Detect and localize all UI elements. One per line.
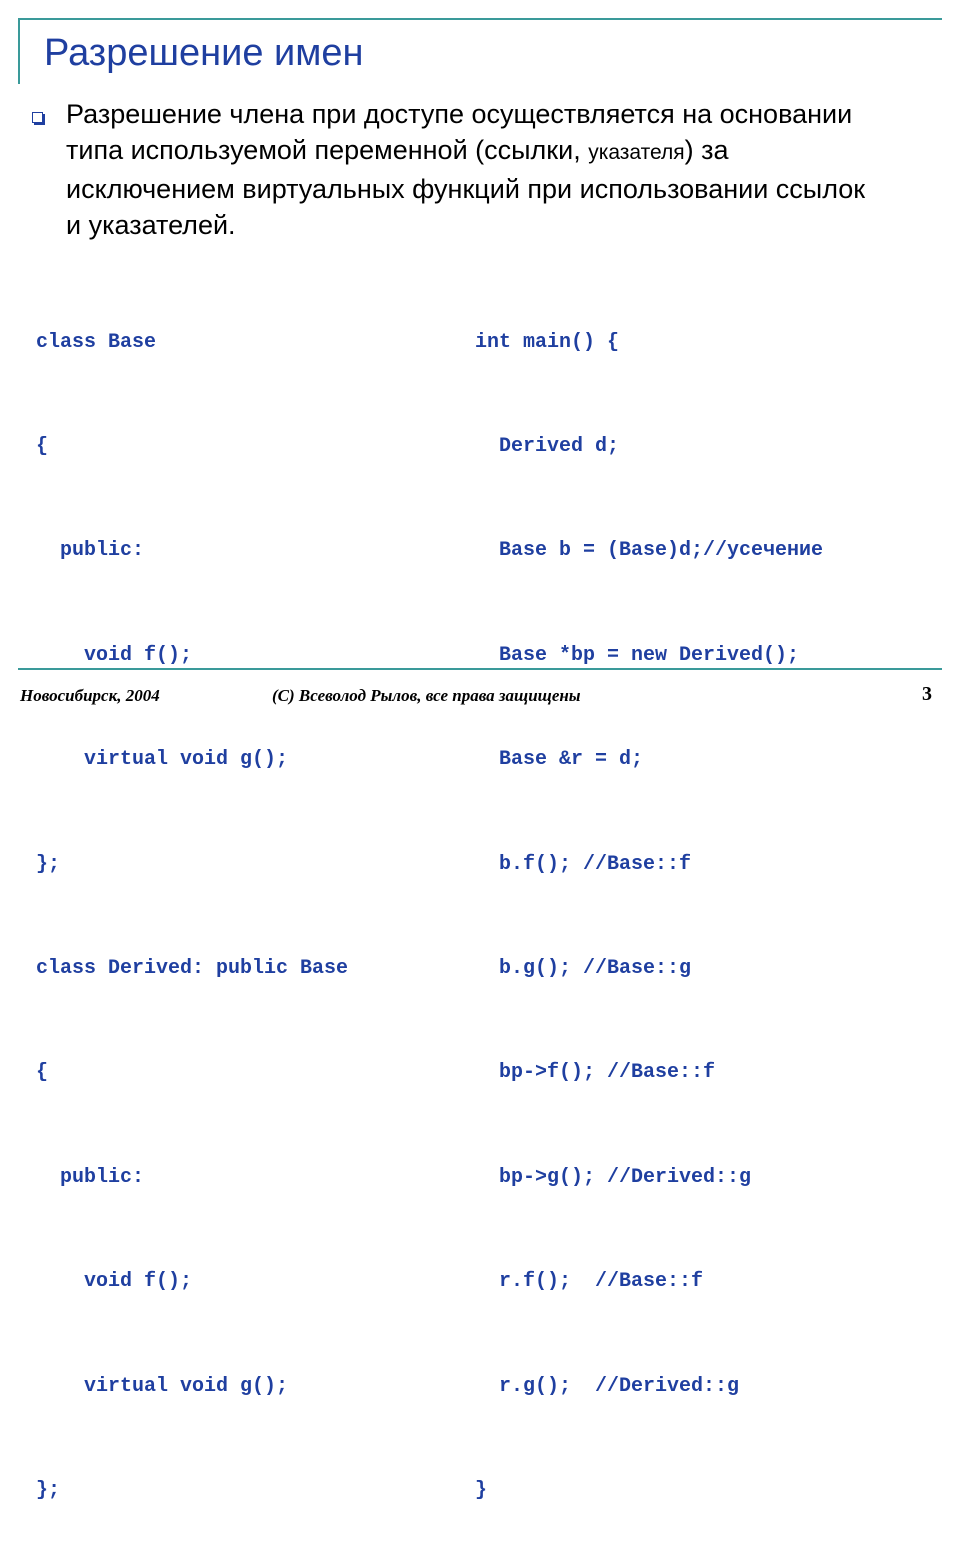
code-line: int main() { [475,330,620,354]
code-line: bp->f(); //Base::f [475,1061,716,1085]
code-line: }; [36,852,61,876]
bullet-text-part1: Разрешение члена при доступе осуществляется на основании типа используемой переменной (ссылки, [66,99,853,165]
code-line: b.f(); //Base::f [475,852,692,876]
code-line: b.g(); //Base::g [475,956,692,980]
code-line: } [475,1478,488,1502]
bullet-text-part3: ) за исключением виртуальных функций при использовании ссылок и указателей. [66,135,866,240]
code-line: public: [36,1165,145,1189]
frame-top-line [18,18,942,20]
bullet-text-small: указателя [588,141,685,164]
code-line: virtual void g(); [36,748,289,772]
code-line: { [36,1061,49,1085]
code-line: virtual void g(); [36,1374,289,1398]
code-line: public: [36,539,145,563]
page-number: 3 [922,683,932,705]
code-block-main [475,256,823,1543]
code-line: class Base [36,330,157,354]
code-line: }; [36,1478,61,1502]
footer-location: Новосибирск, 2004 [20,686,160,705]
footer-divider [18,668,942,670]
code-line: r.f(); //Base::f [475,1270,704,1294]
bullet-text [66,96,886,243]
code-line: bp->g(); //Derived::g [475,1165,752,1189]
code-line: { [36,434,49,458]
code-line: Base *bp = new Derived(); [475,643,800,667]
code-line: class Derived: public Base [36,956,349,980]
code-line: void f(); [36,1270,193,1294]
code-block-classes [36,256,348,1543]
hollow-square-bullet-icon [32,112,43,123]
code-line: Base &r = d; [475,748,644,772]
code-line: Base b = (Base)d;//усечение [475,539,824,563]
code-line: r.g(); //Derived::g [475,1374,740,1398]
frame-vertical-line [18,18,20,84]
code-line: void f(); [36,643,193,667]
footer-copyright: (С) Всеволод Рылов, все права защищены [272,686,581,705]
slide-title: Разрешение имен [44,32,364,74]
code-line: Derived d; [475,434,620,458]
